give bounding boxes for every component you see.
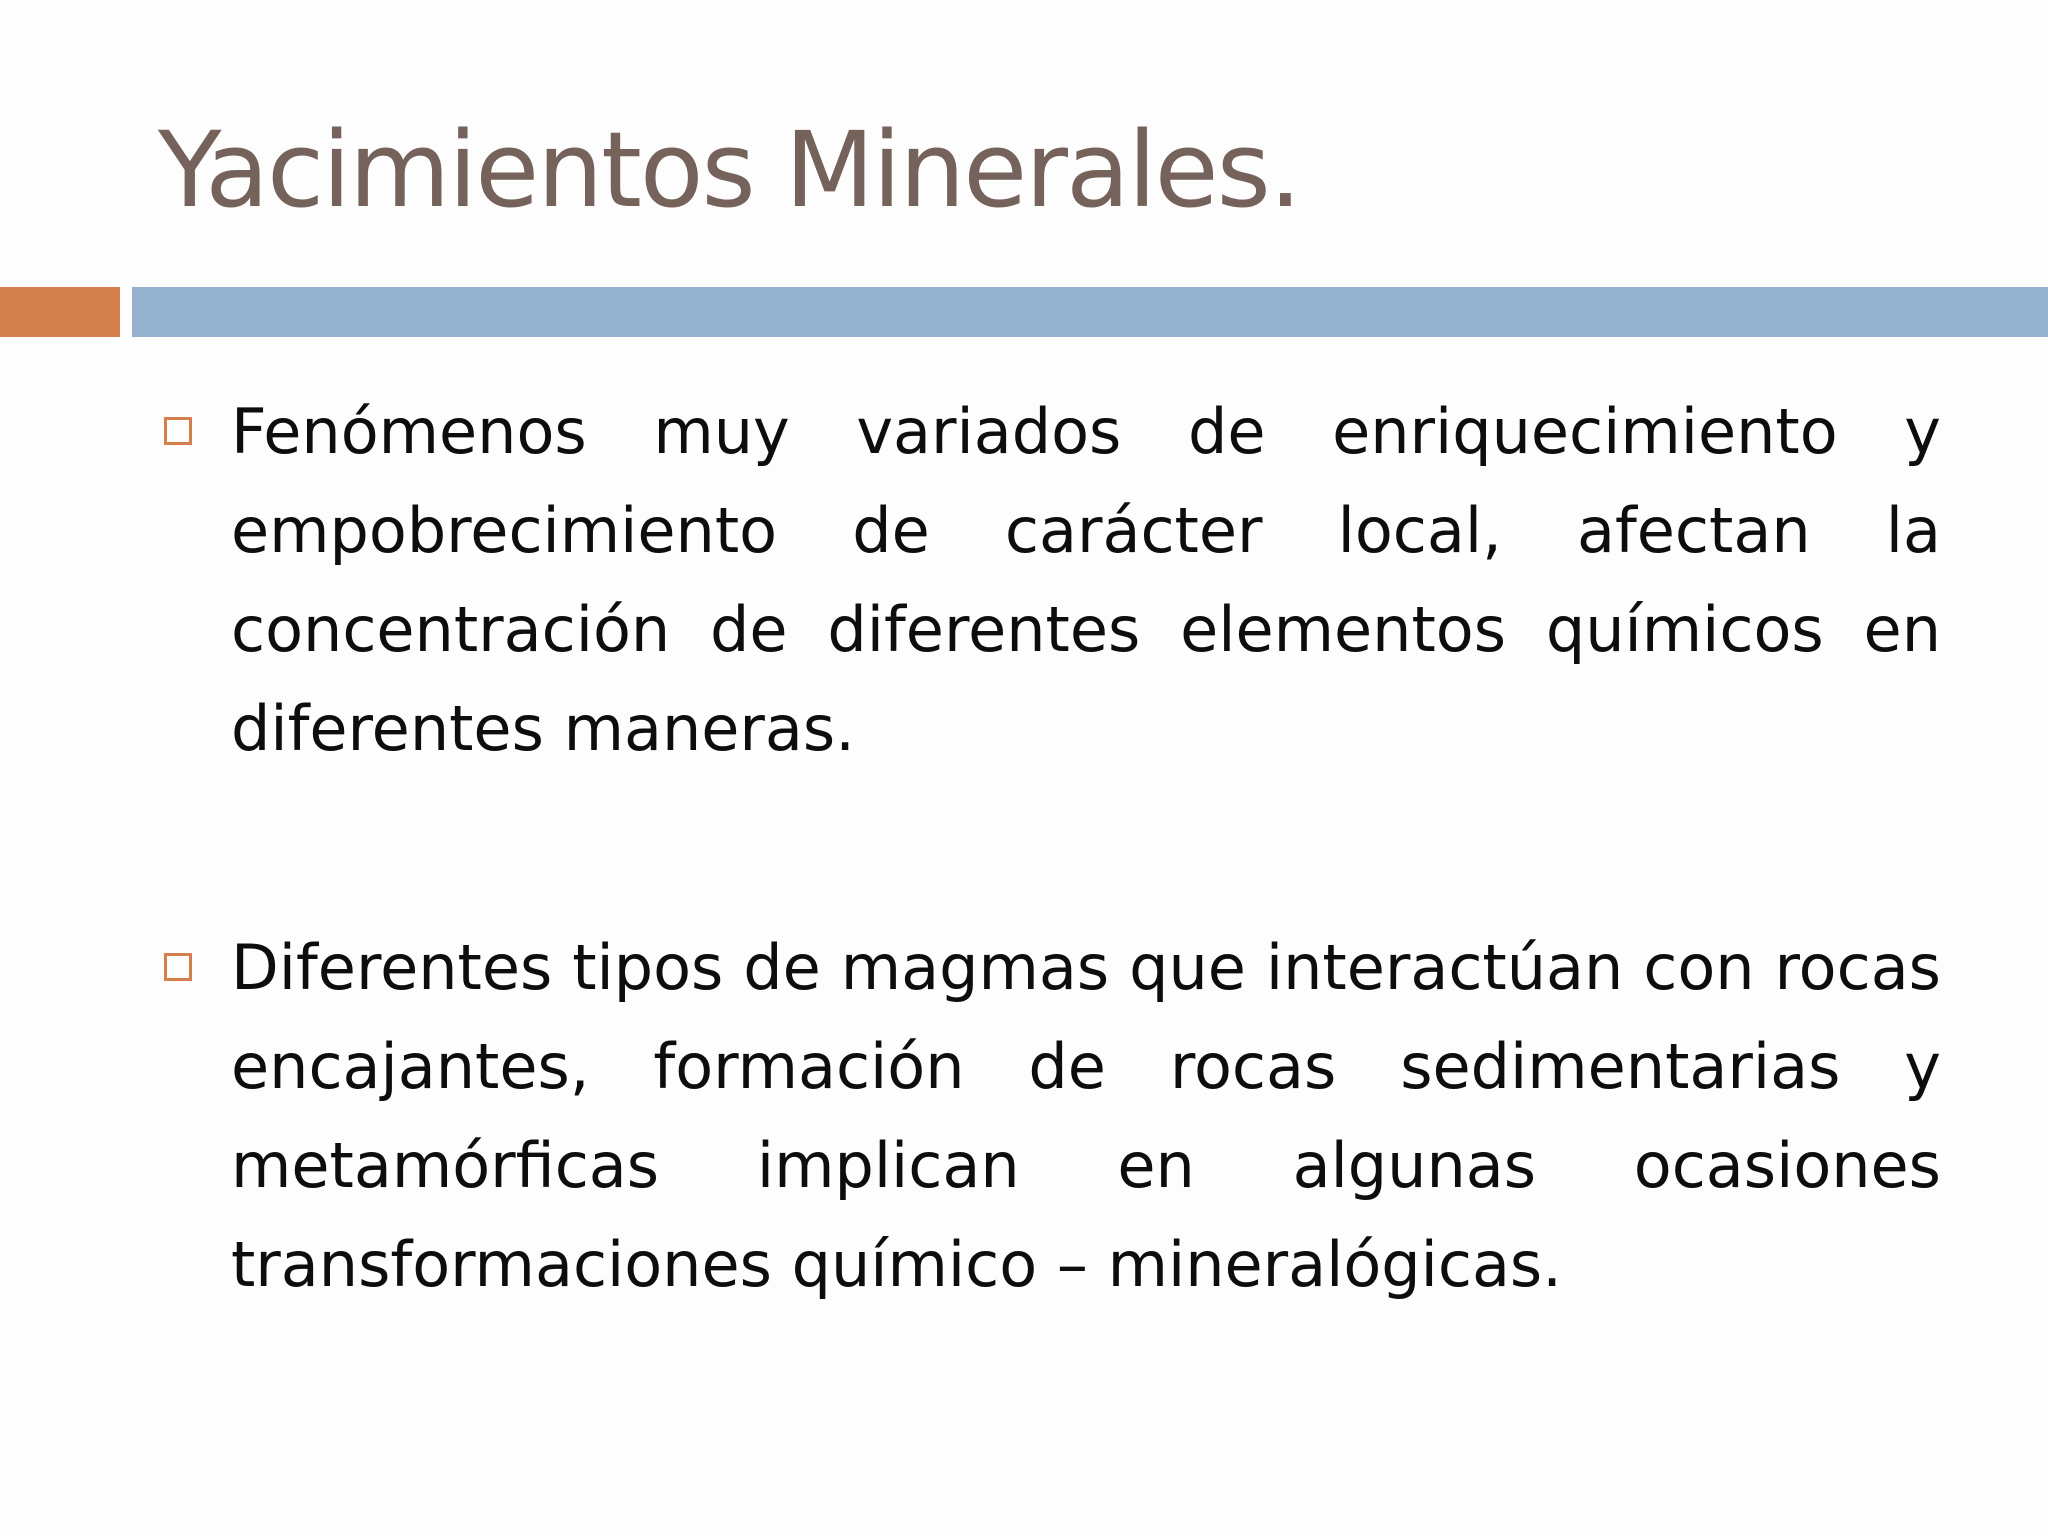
bullet-text: Fenómenos muy variados de enriquecimiento y empobrecimiento de carácter local, afectan la concentración de diferentes elementos químicos en diferentes maneras. xyxy=(231,395,1941,765)
slide-title: Yacimientos Minerales. xyxy=(158,109,1300,231)
hollow-square-bullet-icon xyxy=(164,953,192,981)
title-accent-bar-blue xyxy=(132,287,2048,337)
hollow-square-bullet-icon xyxy=(164,417,192,445)
title-accent-bar-orange xyxy=(0,287,120,337)
bullet-text: Diferentes tipos de magmas que interactúan con rocas encajantes, formación de rocas sedimentarias y metamórficas implican en algunas ocasiones transformaciones químico – mineralógicas. xyxy=(231,931,1941,1301)
